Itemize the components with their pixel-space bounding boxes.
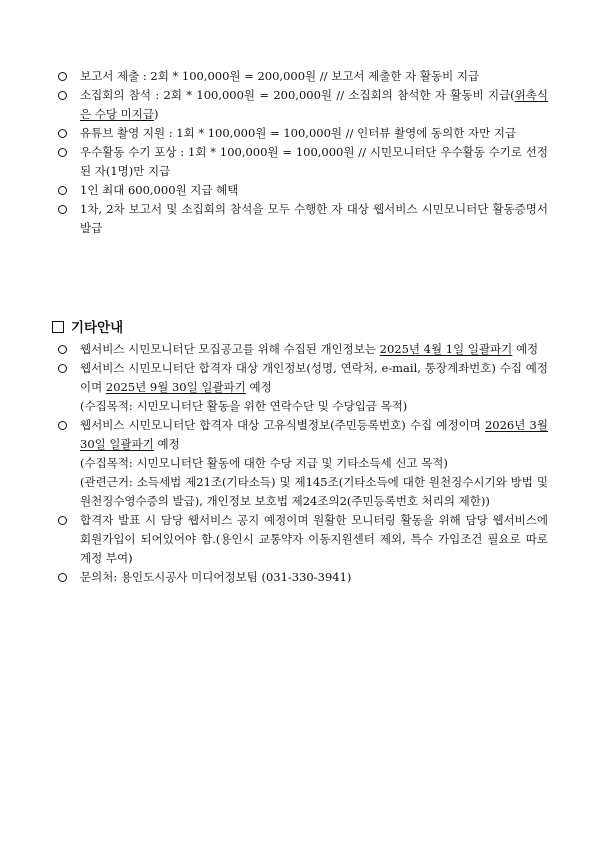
info-after: 예정 <box>153 437 180 451</box>
benefit-meeting-after: ) <box>153 107 159 121</box>
circle-bullet-icon <box>58 345 67 354</box>
circle-bullet-icon <box>58 129 67 138</box>
info-underlined: 2026년 3월 30일 일괄파기 <box>80 418 548 451</box>
square-bullet-icon <box>52 321 64 333</box>
info-note: (수집목적: 시민모니터단 활동을 위한 연락수단 및 수당입금 목적) <box>80 399 408 413</box>
circle-bullet-icon <box>58 364 67 373</box>
info-text: 합격자 발표 시 담당 웹서비스 공지 예정이며 원활한 모니터링 활동을 위해 담당 웹서비스에 회원가입이 되어있어야 함.(용인시 교통약자 이동지원센터 제외, 특수 가입조건 필요로 따로 계정 부여) <box>80 513 548 565</box>
circle-bullet-icon <box>58 516 67 525</box>
benefit-max-text: 1인 최대 600,000원 지급 혜택 <box>80 183 239 197</box>
info-text: 웹서비스 시민모니터단 합격자 대상 고유식별정보(주민등록번호) 수집 예정이며 <box>80 418 485 432</box>
info-after: 예정 <box>245 380 272 394</box>
info-after: 예정 <box>512 342 539 356</box>
circle-bullet-icon <box>58 421 67 430</box>
list-item <box>58 143 548 181</box>
list-item <box>58 124 548 143</box>
info-text: 웹서비스 시민모니터단 모집공고를 위해 수집된 개인정보는 <box>80 342 380 356</box>
circle-bullet-icon <box>58 186 67 195</box>
list-item <box>58 181 548 200</box>
circle-bullet-icon <box>58 72 67 81</box>
list-item <box>58 200 548 238</box>
benefit-meeting-underlined: 위촉식은 수당 미지급 <box>80 88 548 121</box>
list-item <box>58 511 548 568</box>
section-heading <box>52 316 123 336</box>
info-underlined: 2025년 4월 1일 일괄파기 <box>379 342 513 356</box>
list-item <box>58 568 548 587</box>
contact-text: 문의처: 용인도시공사 미디어정보팀 (031-330-3941) <box>80 570 352 584</box>
benefit-youtube-text: 유튜브 촬영 지원 : 1회 * 100,000원 = 100,000원 // 인터뷰 촬영에 동의한 자만 지급 <box>80 126 517 140</box>
benefit-award-text: 우수활동 수기 포상 : 1회 * 100,000원 = 100,000원 // 시민모니터단 우수활동 수기로 선정된 자(1명)만 지급 <box>80 145 548 178</box>
info-legal-basis: (관련근거: 소득세법 제21조(기타소득) 및 제145조(기타소득에 대한 원천징수시기와 방법 및 원천징수영수증의 발급), 개인정보 보호법 제24조의2(주민등록번호 처리의 제한)) <box>80 475 548 508</box>
benefit-certificate-text: 1차, 2차 보고서 및 소집회의 참석을 모두 수행한 자 대상 웹서비스 시민모니터단 활동증명서 발급 <box>80 202 548 235</box>
circle-bullet-icon <box>58 91 67 100</box>
benefit-meeting-text: 소집회의 참석 : 2회 * 100,000원 = 200,000원 // 소집회의 참석한 자 활동비 지급( <box>80 88 515 102</box>
circle-bullet-icon <box>58 205 67 214</box>
list-item <box>58 86 548 124</box>
list-item <box>58 359 548 416</box>
list-item <box>58 416 548 511</box>
info-note: (수집목적: 시민모니터단 활동에 대한 수당 지급 및 기타소득세 신고 목적) <box>80 456 448 470</box>
benefits-list <box>58 67 548 238</box>
other-info-list <box>58 340 548 587</box>
section-heading-text: 기타안내 <box>71 320 124 336</box>
circle-bullet-icon <box>58 148 67 157</box>
info-text: 웹서비스 시민모니터단 합격자 대상 개인정보(성명, 연락처, e-mail, 통장계좌번호) 수집 예정이며 <box>80 361 548 394</box>
list-item <box>58 67 548 86</box>
benefit-report-text: 보고서 제출 : 2회 * 100,000원 = 200,000원 // 보고서 제출한 자 활동비 지급 <box>80 69 480 83</box>
list-item <box>58 340 548 359</box>
circle-bullet-icon <box>58 573 67 582</box>
info-underlined: 2025년 9월 30일 일괄파기 <box>105 380 246 394</box>
